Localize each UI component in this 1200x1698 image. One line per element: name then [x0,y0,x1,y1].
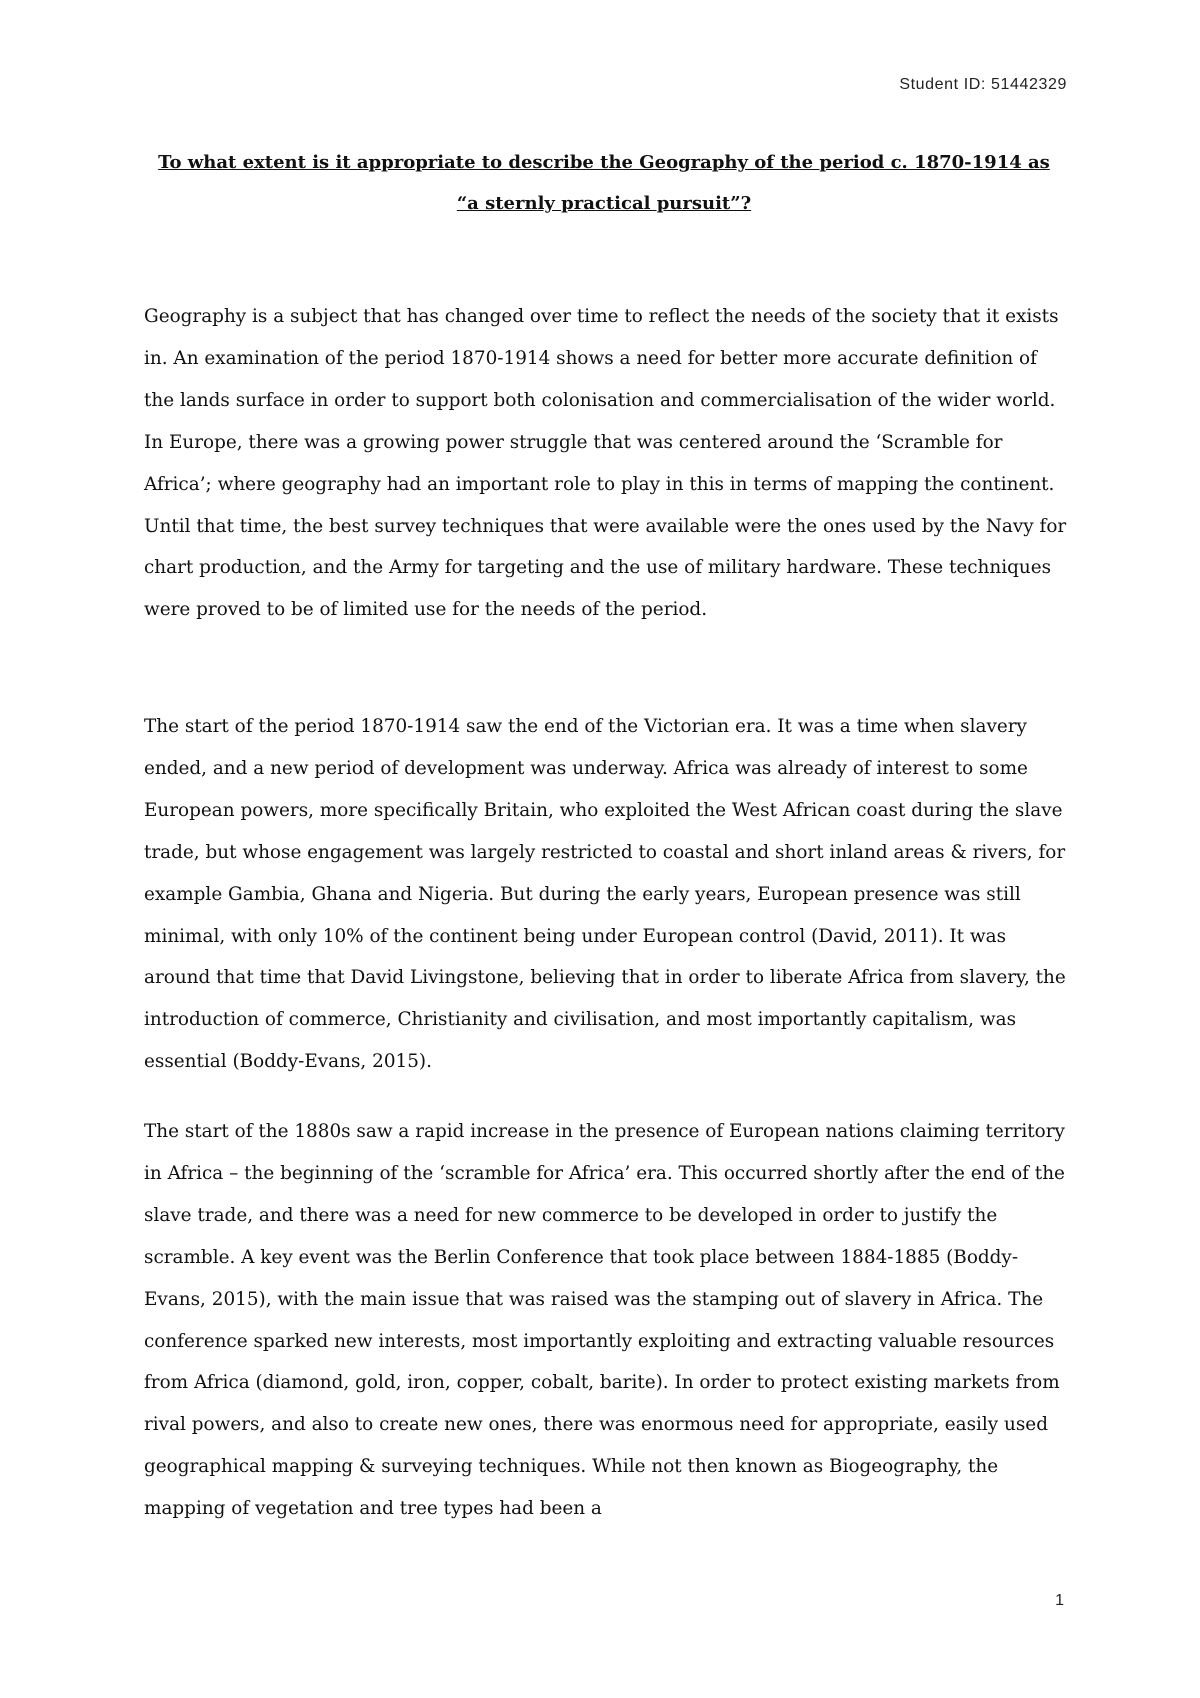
student-id-header: Student ID: 51442329 [899,76,1067,93]
page-number: 1 [1055,1592,1064,1609]
essay-title-line-1: To what extent is it appropriate to describe the Geography of the period c. 1870-1914 as [158,152,1050,173]
paragraph-1: Geography is a subject that has changed over time to reflect the needs of the society that it exists in. An examination of the period 1870-1914 shows a need for better more accurate definition of the lands surface in order to support both colonisation and commercialisation of the wider world. In Europe, there was a growing power struggle that was centered around the ‘Scramble for Africa’; where geography had an important role to play in this in terms of mapping the continent. Until that time, the best survey techniques that were available were the ones used by the Navy for chart production, and the Army for targeting and the use of military hardware. These techniques were proved to be of limited use for the needs of the period. [144,306,1067,621]
paragraph-3: The start of the 1880s saw a rapid increase in the presence of European nations claiming territory in Africa – the beginning of the ‘scramble for Africa’ era. This occurred shortly after the end of the slave trade, and there was a need for new commerce to be developed in order to justify the scramble. A key event was the Berlin Conference that took place between 1884-1885 (Boddy-Evans, 2015), with the main issue that was raised was the stamping out of slavery in Africa. The conference sparked new interests, most importantly exploiting and extracting valuable resources from Africa (diamond, gold, iron, copper, cobalt, barite). In order to protect existing markets from rival powers, and also to create new ones, there was enormous need for appropriate, easily used geographical mapping & surveying techniques. While not then known as Biogeography, the mapping of vegetation and tree types had been a [144,1121,1065,1520]
essay-title-line-2: “a sternly practical pursuit”? [456,193,752,214]
essay-title [144,142,1064,224]
paragraph-2: The start of the period 1870-1914 saw the end of the Victorian era. It was a time when slavery ended, and a new period of development was underway. Africa was already of interest to some European powers, more specifically Britain, who exploited the West African coast during the slave trade, but whose engagement was largely restricted to coastal and short inland areas & rivers, for example Gambia, Ghana and Nigeria. But during the early years, European presence was still minimal, with only 10% of the continent being under European control (David, 2011). It was around that time that David Livingstone, believing that in order to liberate Africa from slavery, the introduction of commerce, Christianity and civilisation, and most importantly capitalism, was essential (Boddy-Evans, 2015). [144,716,1066,1073]
